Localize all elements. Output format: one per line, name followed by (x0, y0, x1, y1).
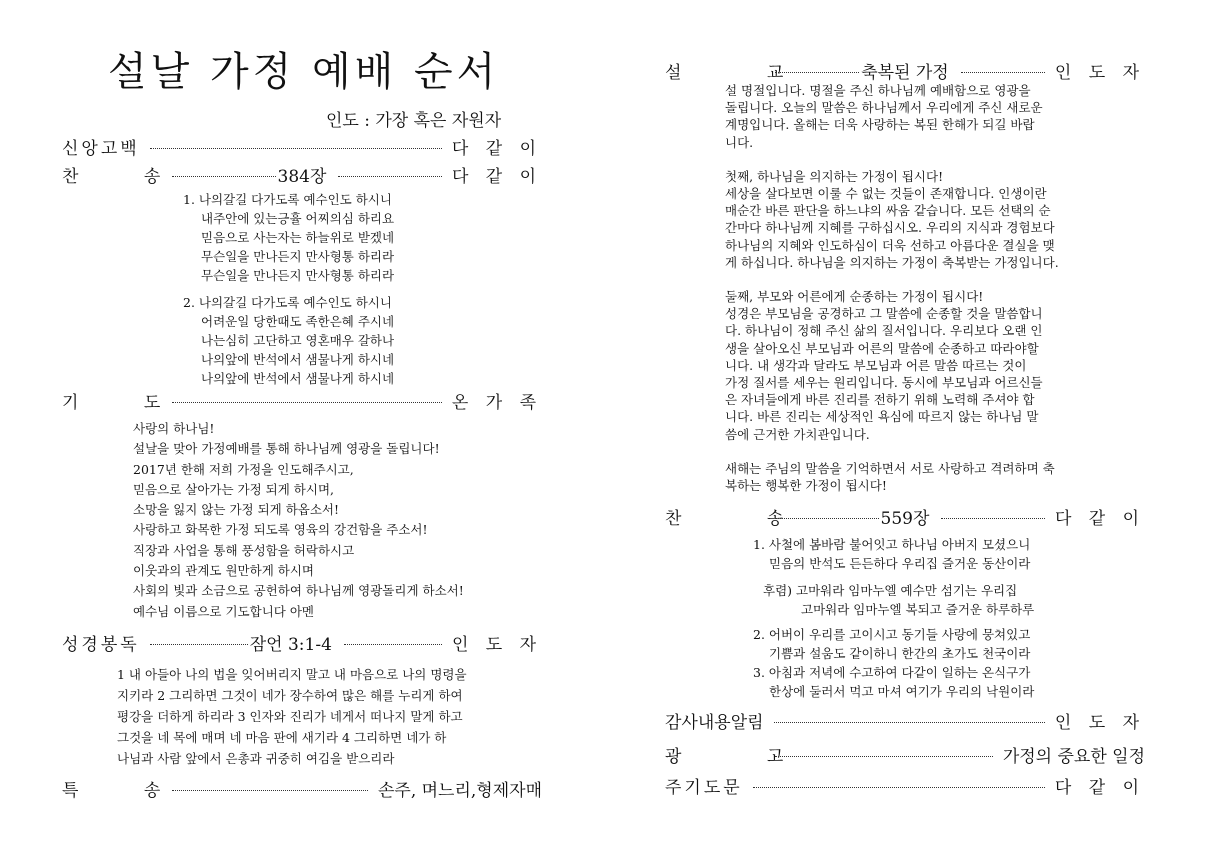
sermon-line: 돌립니다. 오늘의 말씀은 하나님께서 우리에게 주신 새로운 (725, 100, 1043, 116)
sermon-line: 계명입니다. 올해는 더욱 사랑하는 복된 한해가 되길 바랍 (725, 117, 1035, 133)
notice-label: 광 고 (665, 747, 824, 767)
prayer-label: 기 도 (62, 393, 191, 413)
dot-leader (774, 722, 1045, 723)
lyric-line: 2. 나의갈길 다가도록 예수인도 하시니 (183, 295, 392, 310)
lyric-line: 내주안에 있는긍휼 어찌의심 하리요 (201, 211, 395, 226)
hymn2-lyrics (753, 535, 1034, 701)
order-item-creed (62, 134, 542, 159)
sermon-line: 간마다 하나님께 지혜를 구하십시오. 우리의 지식과 경험보다 (725, 220, 1055, 236)
sermon-line: 설 명절입니다. 명절을 주신 하나님께 예배함으로 영광을 (725, 83, 1031, 98)
sermon-line: 생을 살아오신 부모님과 어른의 말씀에 순종하고 따라야할 (725, 340, 1039, 356)
lyric-line: 1. 사철에 봄바람 불어잇고 하나님 아버지 모셨으니 (753, 537, 1031, 552)
lyric-line: 한상에 둘러서 먹고 마셔 여기가 우리의 낙원이라 (769, 684, 1035, 699)
scripture-label: 성경봉독 (62, 635, 140, 655)
hymn1-number: 384장 (276, 162, 329, 187)
scripture-reference: 잠언 3:1-4 (248, 630, 334, 655)
prayer-line: 설날을 맞아 가정예배를 통해 하나님께 영광을 돌립니다! (133, 441, 440, 457)
lyric-line: 후렴) 고마워라 임마누엘 예수만 섬기는 우리집 (763, 583, 1018, 598)
lyric-line: 무슨일을 만나든지 만사형통 하리라 (201, 249, 395, 264)
thanks-label: 감사내용알림 (665, 713, 764, 733)
special-performers: 손주, 며느리,형제자매 (377, 781, 542, 801)
dot-leader (775, 756, 993, 757)
sermon-line: 하나님의 지혜와 인도하심이 더욱 선하고 아름다운 결실을 맺 (725, 237, 1055, 253)
sermon-line: 니다. (725, 134, 754, 150)
prayer-line: 사랑하고 화목한 가정 되도록 영육의 강건함을 주소서! (133, 522, 428, 538)
order-item-hymn-1 (62, 162, 542, 187)
hymn2-label: 찬 송 (665, 509, 824, 529)
sermon-line: 게 하십니다. 하나님을 의지하는 가정이 축복받는 가정입니다. (725, 254, 1059, 270)
special-label: 특 송 (62, 781, 191, 801)
sermon-leader: 인 도 자 (1054, 63, 1145, 83)
sermon-line: 가정 질서를 세우는 원리입니다. 동시에 부모님과 어르신들 (725, 375, 1043, 391)
lyric-line: 나의앞에 반석에서 샘물나게 하시네 (201, 371, 395, 386)
sermon-text (725, 82, 1059, 494)
sermon-line: 세상을 살다보면 이룰 수 없는 것들이 존재합니다. 인생이란 (725, 186, 1047, 202)
lords-prayer-label: 주기도문 (665, 778, 743, 798)
scripture-line: 그것을 네 목에 매며 네 마음 판에 새기라 4 그리하면 네가 하 (117, 730, 447, 745)
sermon-line: 니다. 바른 진리는 세상적인 욕심에 따르지 않는 하나님 말 (725, 409, 1039, 425)
order-item-hymn-2 (665, 504, 1145, 529)
dot-leader (172, 176, 276, 177)
order-item-special-song (62, 776, 542, 801)
leader-note: 인도 : 가장 혹은 자원자 (326, 111, 502, 131)
sermon-line: 은 자녀들에게 바른 진리를 전하기 위해 노력해 주셔야 합 (725, 392, 1035, 408)
sermon-topic: 축복된 가정 (859, 58, 951, 83)
thanks-leader: 인 도 자 (1054, 713, 1145, 733)
prayer-line: 2017년 한해 저희 가정을 인도해주시고, (133, 461, 354, 477)
sermon-label: 설 교 (665, 63, 824, 83)
sermon-line: 성경은 부모님을 공경하고 그 말씀에 순종할 것을 말씀합니 (725, 306, 1043, 322)
order-item-sermon (665, 58, 1145, 83)
order-item-scripture (62, 630, 542, 655)
lyric-line: 무슨일을 만나든지 만사형통 하리라 (201, 268, 395, 283)
scripture-line: 지키라 2 그리하면 그것이 네가 장수하여 많은 해를 누리게 하여 (117, 688, 463, 703)
sermon-line: 씀에 근거한 가치관입니다. (725, 426, 870, 442)
scripture-text (117, 664, 467, 769)
lyric-line: 나의앞에 반석에서 샘물나게 하시네 (201, 352, 395, 367)
lyric-line: 고마워라 임마누엘 복되고 즐거운 하루하루 (801, 602, 1035, 617)
dot-leader (338, 176, 442, 177)
sermon-line: 첫째, 하나님을 의지하는 가정이 됩시다! (725, 168, 944, 184)
lyric-line: 나는심히 고단하고 영혼매우 갈하나 (201, 333, 395, 348)
scripture-line: 나님과 사람 앞에서 은총과 귀중히 여김을 받으리라 (117, 751, 395, 766)
prayer-line: 직장과 사업을 통해 풍성함을 허락하시고 (133, 542, 355, 558)
lyric-line: 2. 어버이 우리를 고이시고 동기들 사랑에 뭉쳐있고 (753, 627, 1031, 642)
scripture-line: 평강을 더하게 하리라 3 인자와 진리가 네게서 떠나지 말게 하고 (117, 709, 463, 724)
hymn2-number: 559장 (879, 504, 932, 529)
prayer-line: 소망을 잃지 않는 가정 되게 하옵소서! (133, 502, 340, 518)
sermon-line: 매순간 바른 판단을 하느냐의 싸움 같습니다. 모든 선택의 순 (725, 203, 1051, 219)
hymn1-verse-1 (183, 190, 394, 285)
creed-label: 신앙고백 (62, 139, 140, 159)
dot-leader (150, 644, 248, 645)
prayer-text (133, 419, 464, 622)
dot-leader (344, 644, 442, 645)
hymn2-leader: 다 같 이 (1054, 509, 1146, 529)
scripture-leader: 인 도 자 (451, 635, 543, 655)
sermon-line: 새해는 주님의 말씀을 기억하면서 서로 사랑하고 격려하며 축 (725, 460, 1055, 476)
prayer-line: 믿음으로 살아가는 가정 되게 하시며, (133, 481, 334, 497)
notice-leader: 가정의 중요한 일정 (1002, 747, 1145, 767)
dot-leader (753, 787, 1045, 788)
dot-leader (775, 518, 879, 519)
order-item-lords-prayer (665, 773, 1145, 798)
prayer-leader: 온 가 족 (451, 393, 542, 413)
lords-prayer-leader: 다 같 이 (1054, 778, 1145, 798)
lyric-line: 믿음의 반석도 든든하다 우리집 즐거운 동산이라 (769, 556, 1031, 571)
order-item-prayer (62, 388, 542, 413)
creed-leader: 다 같 이 (451, 139, 542, 159)
prayer-line: 예수님 이름으로 기도합니다 아멘 (133, 603, 314, 619)
dot-leader (775, 72, 859, 73)
lyric-line: 기쁨과 설움도 같이하니 한간의 초가도 천국이라 (769, 646, 1031, 661)
sermon-line: 둘째, 부모와 어른에게 순종하는 가정이 됩시다! (725, 289, 984, 305)
hymn1-label: 찬 송 (62, 167, 191, 187)
dot-leader (172, 790, 368, 791)
scripture-line: 1 내 아들아 나의 법을 잊어버리지 말고 내 마음으로 나의 명령을 (117, 667, 467, 682)
prayer-line: 이웃과의 관계도 원만하게 하시며 (133, 563, 314, 579)
dot-leader (150, 148, 442, 149)
dot-leader (172, 402, 442, 403)
hymn1-leader: 다 같 이 (451, 167, 543, 187)
prayer-line: 사랑의 하나님! (133, 421, 215, 436)
order-item-thanks (665, 708, 1145, 733)
sermon-line: 니다. 내 생각과 달라도 부모님과 어른 말씀 따르는 것이 (725, 357, 1027, 373)
lyric-line: 1. 나의갈길 다가도록 예수인도 하시니 (183, 192, 392, 207)
page-title: 설날 가정 예배 순서 (108, 49, 500, 95)
lyric-line: 어려운일 당한때도 족한은혜 주시네 (201, 314, 395, 329)
dot-leader (961, 72, 1045, 73)
sermon-line: 복하는 행복한 가정이 됩시다! (725, 478, 887, 494)
order-item-notice (665, 742, 1145, 767)
sermon-line: 다. 하나님이 정해 주신 삶의 질서입니다. 우리보다 오랜 인 (725, 323, 1043, 339)
prayer-line: 사회의 빛과 소금으로 공헌하여 하나님께 영광돌리게 하소서! (133, 583, 464, 599)
lyric-line: 믿음으로 사는자는 하늘위로 받겠네 (201, 230, 395, 245)
lyric-line: 3. 아침과 저녁에 수고하여 다같이 일하는 온식구가 (753, 665, 1031, 680)
hymn1-verse-2 (183, 293, 394, 388)
dot-leader (941, 518, 1045, 519)
